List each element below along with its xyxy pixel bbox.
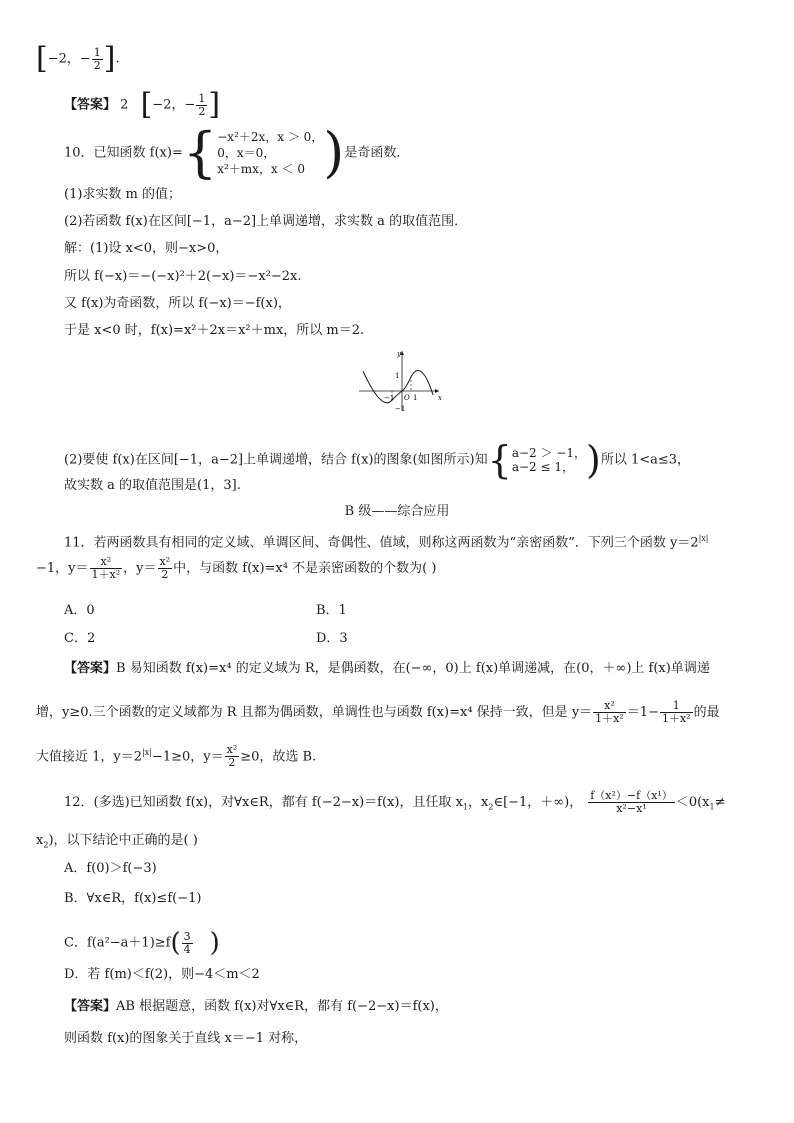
question-12-line1: 12．(多选)已知函数 f(x)，对∀x∈R，都有 f(−2−x)＝f(x)，且任取 $x_1$，$x_2\in[-1$，＋∞)， $\frac{\text{f（x²）−f（x¹）}}{\text{x²−x¹}}$ $<0(x_1\ne$: [64, 789, 726, 815]
fraction: $\frac{1}{\text{1＋x²}}$: [661, 699, 691, 725]
y-label: y: [397, 350, 401, 358]
solution-line: 解：(1)设 x<0，则−x>0，: [64, 241, 229, 256]
fraction: $\frac{\text{x²}}{\text{1＋x²}}$: [91, 555, 121, 581]
answer-12-line2: 则函数 f(x)的图象关于直线 x＝−1 对称，: [64, 1031, 308, 1046]
option-b[interactable]: B．1: [316, 603, 347, 618]
option-b[interactable]: B．∀x∈R，f(x)≤f(−1): [64, 891, 202, 906]
solution-line: 所以 f(−x)＝−(−x)²＋2(−x)＝−x²−2x.: [64, 269, 302, 284]
question-11-line2: −1，y＝ $\frac{\text{x²}}{\text{1＋x²}}$ ，y＝ $\frac{\text{x²}}{2}$ 中，与函数 f(x)=x⁴ 不是亲密函数的个数为( ): [36, 555, 437, 581]
option-a[interactable]: A．0: [64, 603, 95, 618]
answer-9: 【答案】 2 [−2，− $\frac{1}{2}$ ]: [64, 87, 221, 122]
fraction: $\frac{\text{f（x²）−f（x¹）}}{\text{x²−x¹}}$: [590, 789, 673, 815]
fraction: $\frac{\text{x²}}{2}$: [159, 555, 171, 581]
inequality-system: { a−2 ＞ −1， a−2 ≤ 1， ): [487, 438, 601, 482]
fraction: $\frac{1}{2}$: [93, 45, 101, 72]
option-a[interactable]: A．f(0)＞f(−3): [64, 861, 157, 876]
answer-11-line2: 增，y≥0.三个函数的定义域都为 R 且都为偶函数，单调性也与函数 f(x)=x⁴ 保持一致，但是 y＝ $\frac{\text{x²}}{\text{1＋x²}}$ ＝1− $\frac{1}{\text{1＋x²}}$ 的最: [36, 699, 720, 725]
q10-sub2: (2)若函数 f(x)在区间[−1，a−2]上单调递增，求实数 a 的取值范围．: [64, 214, 468, 229]
fraction: $\frac{3}{4}$: [183, 929, 191, 956]
q10-sub1: (1)求实数 m 的值；: [64, 187, 182, 202]
fraction: $\frac{\text{x²}}{2}$: [226, 743, 238, 770]
x-axis-arrow: [435, 389, 439, 393]
tick-label: 1: [395, 372, 400, 380]
tick-label: −1: [395, 405, 406, 413]
question-10: 10．已知函数 f(x)= { −x²＋2x，x ＞ 0， 0，x＝0， x²＋mx，x ＜ 0 ) 是奇函数．: [64, 121, 410, 184]
fraction: $\frac{1}{2}$: [198, 91, 206, 118]
option-d[interactable]: D．3: [316, 631, 348, 646]
function-graph: [355, 345, 445, 415]
answer-11-line3: 大值接近 1，$y=2^{|x|}-1\ge 0$，y＝ $\frac{\text{x²}}{2}$ ≥0，故选 B.: [36, 743, 317, 770]
origin-label: O: [404, 394, 410, 402]
solution-line: 又 f(x)为奇函数，所以 f(−x)＝−f(x)，: [64, 296, 291, 311]
solution-part2: (2)要使 f(x)在区间[−1，a−2]上单调递增，结合 f(x)的图象(如图所示)知 { a−2 ＞ −1， a−2 ≤ 1， ) 所以 1<a≤3，: [64, 438, 691, 482]
tick-label: −1: [384, 394, 395, 402]
answer-label: 【答案】: [64, 97, 117, 113]
prev-answer-interval: [−2，− $\frac{1}{2}$ ].: [36, 41, 120, 76]
question-11-line1: 11．若两函数具有相同的定义域、单调区间、奇偶性、值域，则称这两函数为“亲密函数”．下列三个函数 $y=2^{|x|}$: [64, 534, 709, 551]
answer-11-line1: 【答案】B 易知函数 f(x)=x⁴ 的定义域为 R，是偶函数，在(−∞，0)上 f(x)单调递减，在(0，＋∞)上 f(x)单调递: [64, 661, 710, 676]
option-c[interactable]: C．2: [64, 631, 96, 646]
fraction: $\frac{\text{x²}}{\text{1＋x²}}$: [595, 699, 624, 725]
section-heading: B 级——综合应用: [344, 504, 450, 519]
x-label: x: [438, 394, 442, 402]
option-c[interactable]: C．f(a²−a＋1)≥f( $\frac{3}{4}$ ): [64, 928, 220, 958]
option-d[interactable]: D．若 f(m)＜f(2)，则−4＜m＜2: [64, 967, 260, 982]
piecewise-system: { −x²＋2x，x ＞ 0， 0，x＝0， x²＋mx，x ＜ 0 ): [182, 121, 345, 184]
answer-label: 【答案】: [64, 661, 117, 676]
solution-conclusion: 故实数 a 的取值范围是(1，3].: [64, 478, 241, 493]
question-12-line2: $x_2$)，以下结论中正确的是( ): [36, 833, 198, 850]
answer-12-line1: 【答案】AB 根据题意，函数 f(x)对∀x∈R，都有 f(−2−x)＝f(x)，: [64, 999, 448, 1014]
answer-label: 【答案】: [64, 999, 117, 1014]
solution-line: 于是 x<0 时，f(x)=x²＋2x＝x²＋mx，所以 m＝2.: [64, 323, 365, 338]
tick-label: 1: [413, 394, 418, 402]
